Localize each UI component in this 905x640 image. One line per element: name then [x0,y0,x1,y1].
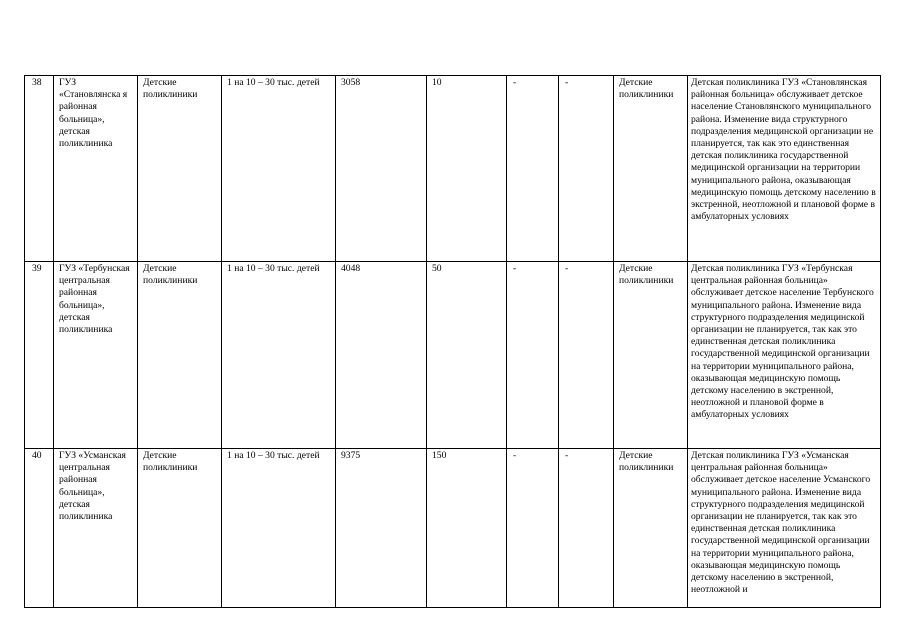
empty-value: - [559,76,614,262]
capacity: 50 [427,262,507,449]
row-number: 39 [25,262,54,449]
organization-name: ГУЗ «Становлянска я районная больница», детская поликлиника [54,76,138,262]
description: Детская поликлиника ГУЗ «Усманская центральная районная больница» обслуживает детское население Усманского муниципального района. Изменение вида структурного подразделения медицинской организации не планируется, так как это единственная детская поликлиника государственной медицинской организации на территории муниципального района, оказывающая медицинскую помощь детскому населению в экстренной, неотложной и [691,450,871,596]
description-cell [688,449,881,608]
organization-name: ГУЗ «Тербунская центральная районная больница», детская поликлиника [54,262,138,449]
description: Детская поликлиника ГУЗ «Становлянская районная больница» обслуживает детское население Становлянского муниципального района. Изменение вида структурного подразделения медицинской организации не планируется, так как это единственная детская поликлиника государственной медицинской организации на территории муниципального района, оказывающая медицинскую помощь детскому населению в экстренной, неотложной и плановой форме в амбулаторных условиях [688,76,881,262]
service-norm: 1 на 10 – 30 тыс. детей [222,76,336,262]
population-served: 3058 [336,76,427,262]
row-number: 38 [25,76,54,262]
facility-type: Детские поликлиники [138,76,222,262]
capacity: 150 [427,449,507,608]
facility-type: Детские поликлиники [138,449,222,608]
medical-organizations-table [24,75,881,608]
population-served: 4048 [336,262,427,449]
empty-value: - [507,449,559,608]
service-norm: 1 на 10 – 30 тыс. детей [222,449,336,608]
facility-type-after: Детские поликлиники [614,76,688,262]
table-row [25,449,881,608]
empty-value: - [507,76,559,262]
table-row [25,262,881,449]
service-norm: 1 на 10 – 30 тыс. детей [222,262,336,449]
description: Детская поликлиника ГУЗ «Тербунская центральная районная больница» обслуживает детское население Тербунского муниципального района. Изменение вида структурного подразделения медицинской организации не планируется, так как это единственная детская поликлиника государственной медицинской организации на территории муниципального района, оказывающая медицинскую помощь детскому населению в экстренной, неотложной и плановой форме в амбулаторных условиях [688,262,881,449]
facility-type-after: Детские поликлиники [614,449,688,608]
empty-value: - [507,262,559,449]
empty-value: - [559,262,614,449]
population-served: 9375 [336,449,427,608]
organization-name: ГУЗ «Усманская центральная районная больница», детская поликлиника [54,449,138,608]
empty-value: - [559,449,614,608]
row-number: 40 [25,449,54,608]
table-row [25,76,881,262]
facility-type-after: Детские поликлиники [614,262,688,449]
facility-type: Детские поликлиники [138,262,222,449]
capacity: 10 [427,76,507,262]
